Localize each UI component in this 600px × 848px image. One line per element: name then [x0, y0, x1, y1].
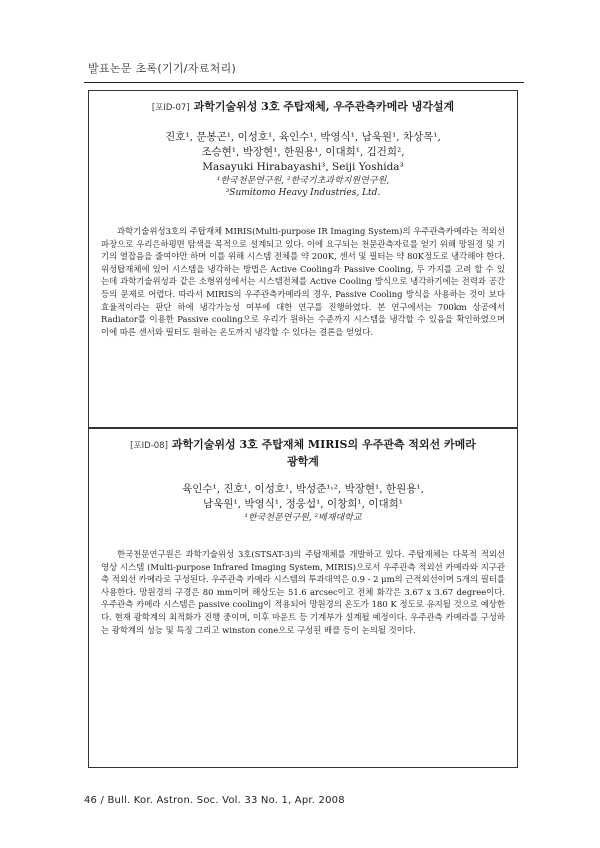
abstract-title: [89, 99, 517, 116]
abstract-code: [포ID-08]: [130, 441, 168, 451]
abstract-title-line: 광학계: [287, 455, 319, 468]
abstract-title-line: 과학기술위성 3호 주탑재체 MIRIS의 우주관측 적외선 카메라: [171, 438, 476, 451]
author-list: [89, 482, 517, 512]
abstract-title: [89, 437, 517, 470]
affiliation-list: [89, 512, 517, 524]
author-line: 조승현¹, 박장현¹, 한원용¹, 이대희¹, 김건희²,: [201, 146, 405, 158]
author-line: 남욱원¹, 박영식¹, 정웅섭¹, 이창희¹, 이대희¹: [203, 498, 403, 510]
affiliation-line: ³Sumitomo Heavy Industries, Ltd.: [225, 188, 381, 198]
abstract-box-1: [88, 90, 518, 428]
author-list: [89, 130, 517, 175]
author-line: Masayuki Hirabayashi³, Seiji Yoshida³: [202, 161, 404, 173]
affiliation-line: ¹한국천문연구원, ²한국기초과학지원연구원,: [216, 176, 390, 186]
abstract-code: [포ID-07]: [151, 103, 190, 113]
abstract-body: 한국천문연구원은 과학기술위성 3호(STSAT-3)의 주탑재체를 개발하고 있다. 주탑재체는 다목적 적외선 영상 시스템 (Multi-purpose Infrared Imaging System, MIRIS)으로서 우주관측 적외선 카메라와 지구관측 적외선 카메라로 구성된다. 우주관측 카메라 시스템의 투과대역은 0.9 - 2 μm의 근적외선이며 5개의 필터를 사용한다. 망원경의 구경은 80 mm이며 해상도는 51.6 arcsec이고 전체 화각은 3.67 x 3.67 degree이다. 우주관측 카메라 시스템은 passive cooling이 적용되어 망원경의 온도가 180 K 정도로 유지될 것으로 예상한다. 현재 광학계의 최적화가 진행 중이며, 이후 마운트 등 기계부가 설계될 예정이다. 우주관측 카메라를 구성하는 광학계의 성능 및 특징 그리고 winston cone으로 구성된 배플 등이 논의될 것이다.: [101, 549, 505, 635]
page-footer: 46 / Bull. Kor. Astron. Soc. Vol. 33 No. 1, Apr. 2008: [84, 795, 345, 806]
abstract-box-2: [88, 428, 518, 768]
affiliation-list: [89, 175, 517, 199]
author-line: 진호¹, 문봉곤¹, 이성호¹, 육인수¹, 박영식¹, 남욱원¹, 차상목¹,: [165, 131, 441, 143]
affiliation-line: ¹한국천문연구원, ²배재대학교: [244, 513, 362, 523]
header-rule: [84, 82, 524, 83]
section-header: 발표논문 초록(기기/자료처리): [88, 62, 237, 75]
abstract-title-line: 과학기술위성 3호 주탑재체, 우주관측카메라 냉각설계: [193, 100, 455, 113]
author-line: 육인수¹, 진호¹, 이성호¹, 박성준¹˒², 박장현¹, 한원용¹,: [182, 483, 424, 495]
abstract-body: 과학기술위성3호의 주탑재체 MIRIS(Multi-purpose IR Imaging System)의 우주관측카메라는 적외선파장으로 우리은하평면 탐색을 목적으로 설계되고 있다. 이에 요구되는 천문관측자료를 얻기 위해 망원경 및 기기의 열잡음을 줄여야만 하며 이를 위해 시스템 전체를 약 200K, 센서 및 필터는 약 80K정도로 냉각해야 한다. 위성탑재체에 있어 시스템을 냉각하는 방법은 Active Cooling과 Passive Cooling, 두 가지를 고려 할 수 있는데 과학기술위성과 같은 소형위성에서는 시스템전체를 Active Cooling 방식으로 냉각하기에는 전력과 공간 등의 문제로 어렵다. 따라서 MIRIS의 우주관측카메라의 경우, Passive Cooling 방식을 사용하는 것이 보다 효율적이라는 판단 하에 냉각가능성 여부에 대한 연구를 진행하였다. 본 연구에서는 700km 상공에서 Radiator를 이용한 Passive cooling으로 우리가 원하는 수준까지 시스템을 냉각할 수 있음을 확인하였으며 이에 따른 센서와 필터도 원하는 온도까지 냉각할 수 있다는 결론을 얻었다.: [101, 226, 505, 337]
